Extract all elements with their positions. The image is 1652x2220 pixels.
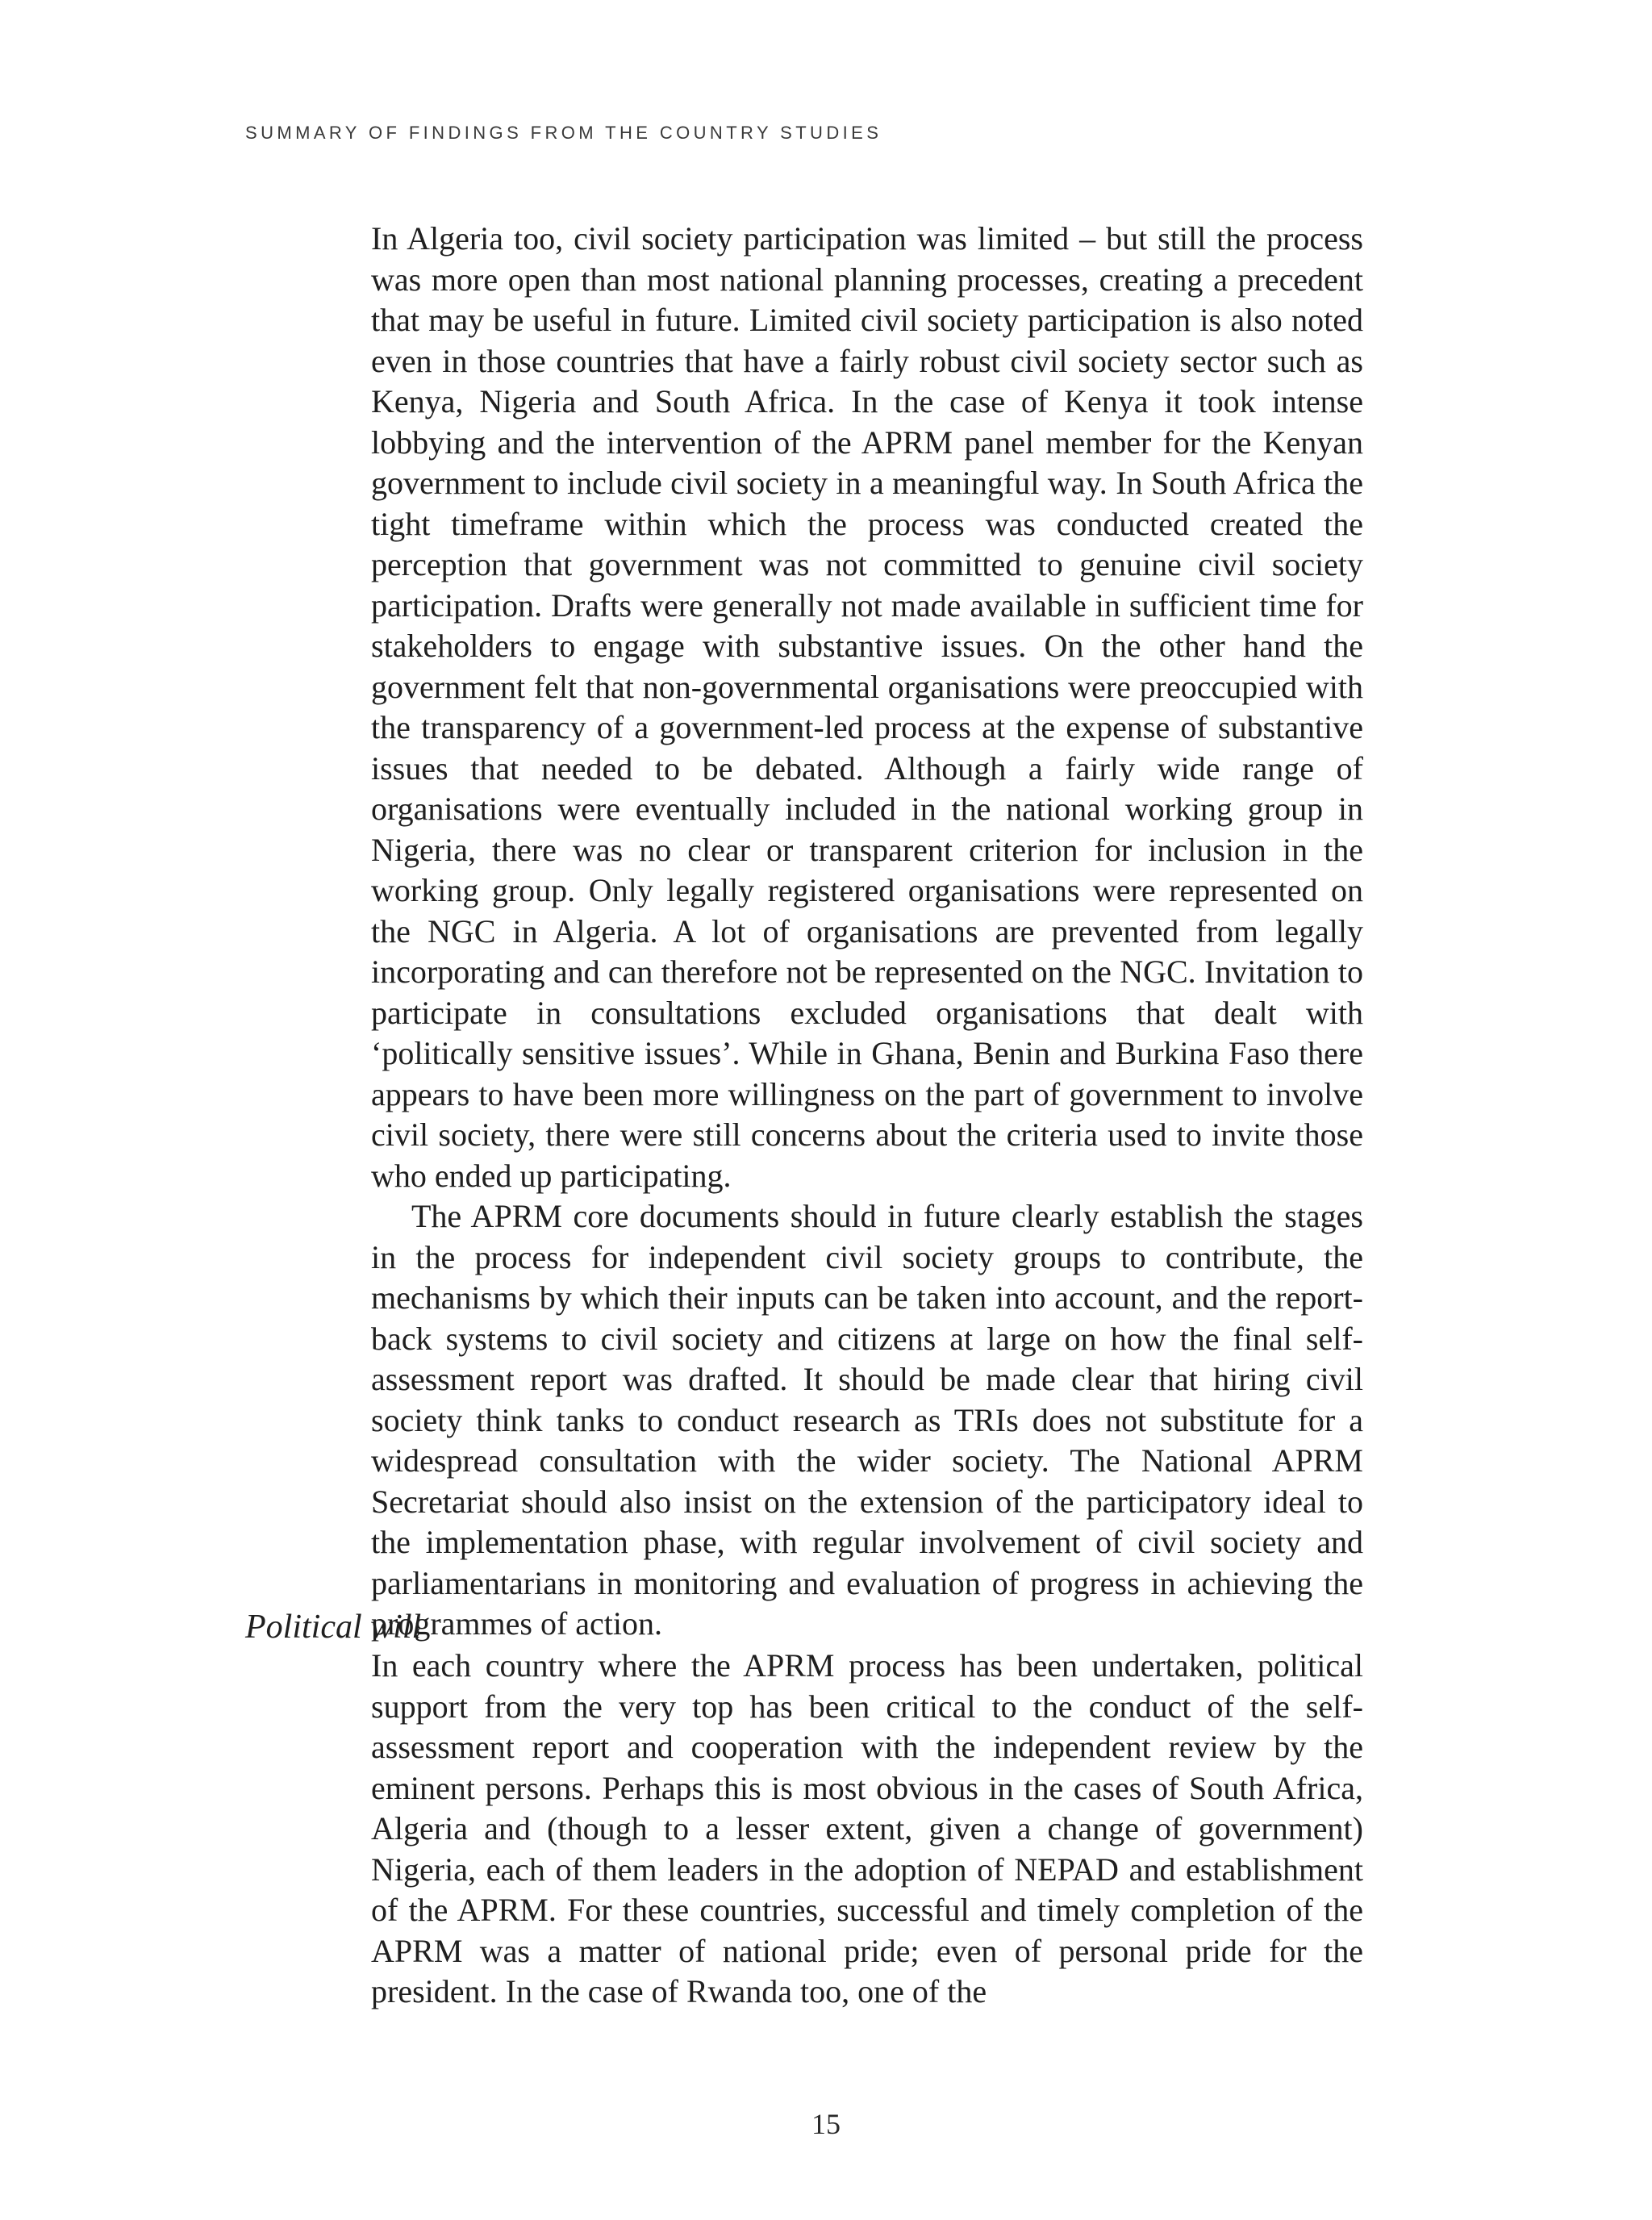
page-number: 15 <box>811 2108 841 2140</box>
running-head: SUMMARY OF FINDINGS FROM THE COUNTRY STUDIES <box>245 123 882 143</box>
section-heading-political-will: Political will <box>245 1609 422 1646</box>
political-will-text-block <box>371 1646 1363 2013</box>
paragraph-aprm-core-documents: The APRM core documents should in future clearly establish the stages in the process for independent civil society groups to contribute, the mechanisms by which their inputs can be taken into account, and the report-back systems to civil society and citizens at large on how the final self-assessment report was drafted. It should be made clear that hiring civil society think tanks to conduct research as TRIs does not substitute for a widespread consultation with the wider society. The National APRM Secretariat should also insist on the extension of the participatory ideal to the implementation phase, with regular involvement of civil society and parliamentarians in monitoring and evaluation of progress in achieving the programmes of action. <box>371 1198 1363 1642</box>
paragraph-political-will: In each country where the APRM process has been undertaken, political support from the very top has been critical to the conduct of the self-assessment report and cooperation with the independent review by the eminent persons. Perhaps this is most obvious in the cases of South Africa, Algeria and (though to a lesser extent, given a change of government) Nigeria, each of them leaders in the adoption of NEPAD and establishment of the APRM. For these countries, successful and timely completion of the APRM was a matter of national pride; even of personal pride for the president. In the case of Rwanda too, one of the <box>371 1647 1363 2009</box>
main-text-block <box>371 219 1363 1645</box>
paragraph-civil-society-participation: In Algeria too, civil society participation was limited – but still the process was more open than most national planning processes, creating a precedent that may be useful in future. Limited civil society participation is also noted even in those countries that have a fairly robust civil society sector such as Kenya, Nigeria and South Africa. In the case of Kenya it took intense lobbying and the intervention of the APRM panel member for the Kenyan government to include civil society in a meaningful way. In South Africa the tight timeframe within which the process was conducted created the perception that government was not committed to genuine civil society participation. Drafts were generally not made available in sufficient time for stakeholders to engage with substantive issues. On the other hand the government felt that non-governmental organisations were preoccupied with the transparency of a government-led process at the expense of substantive issues that needed to be debated. Although a fairly wide range of organisations were eventually included in the national working group in Nigeria, there was no clear or transparent criterion for inclusion in the working group. Only legally registered organisations were represented on the NGC in Algeria. A lot of organisations are prevented from legally incorporating and can therefore not be represented on the NGC. Invitation to participate in consultations excluded organisations that dealt with ‘politically sensitive issues’. While in Ghana, Benin and Burkina Faso there appears to have been more willingness on the part of government to involve civil society, there were still concerns about the criteria used to invite those who ended up participating. <box>371 220 1363 1194</box>
